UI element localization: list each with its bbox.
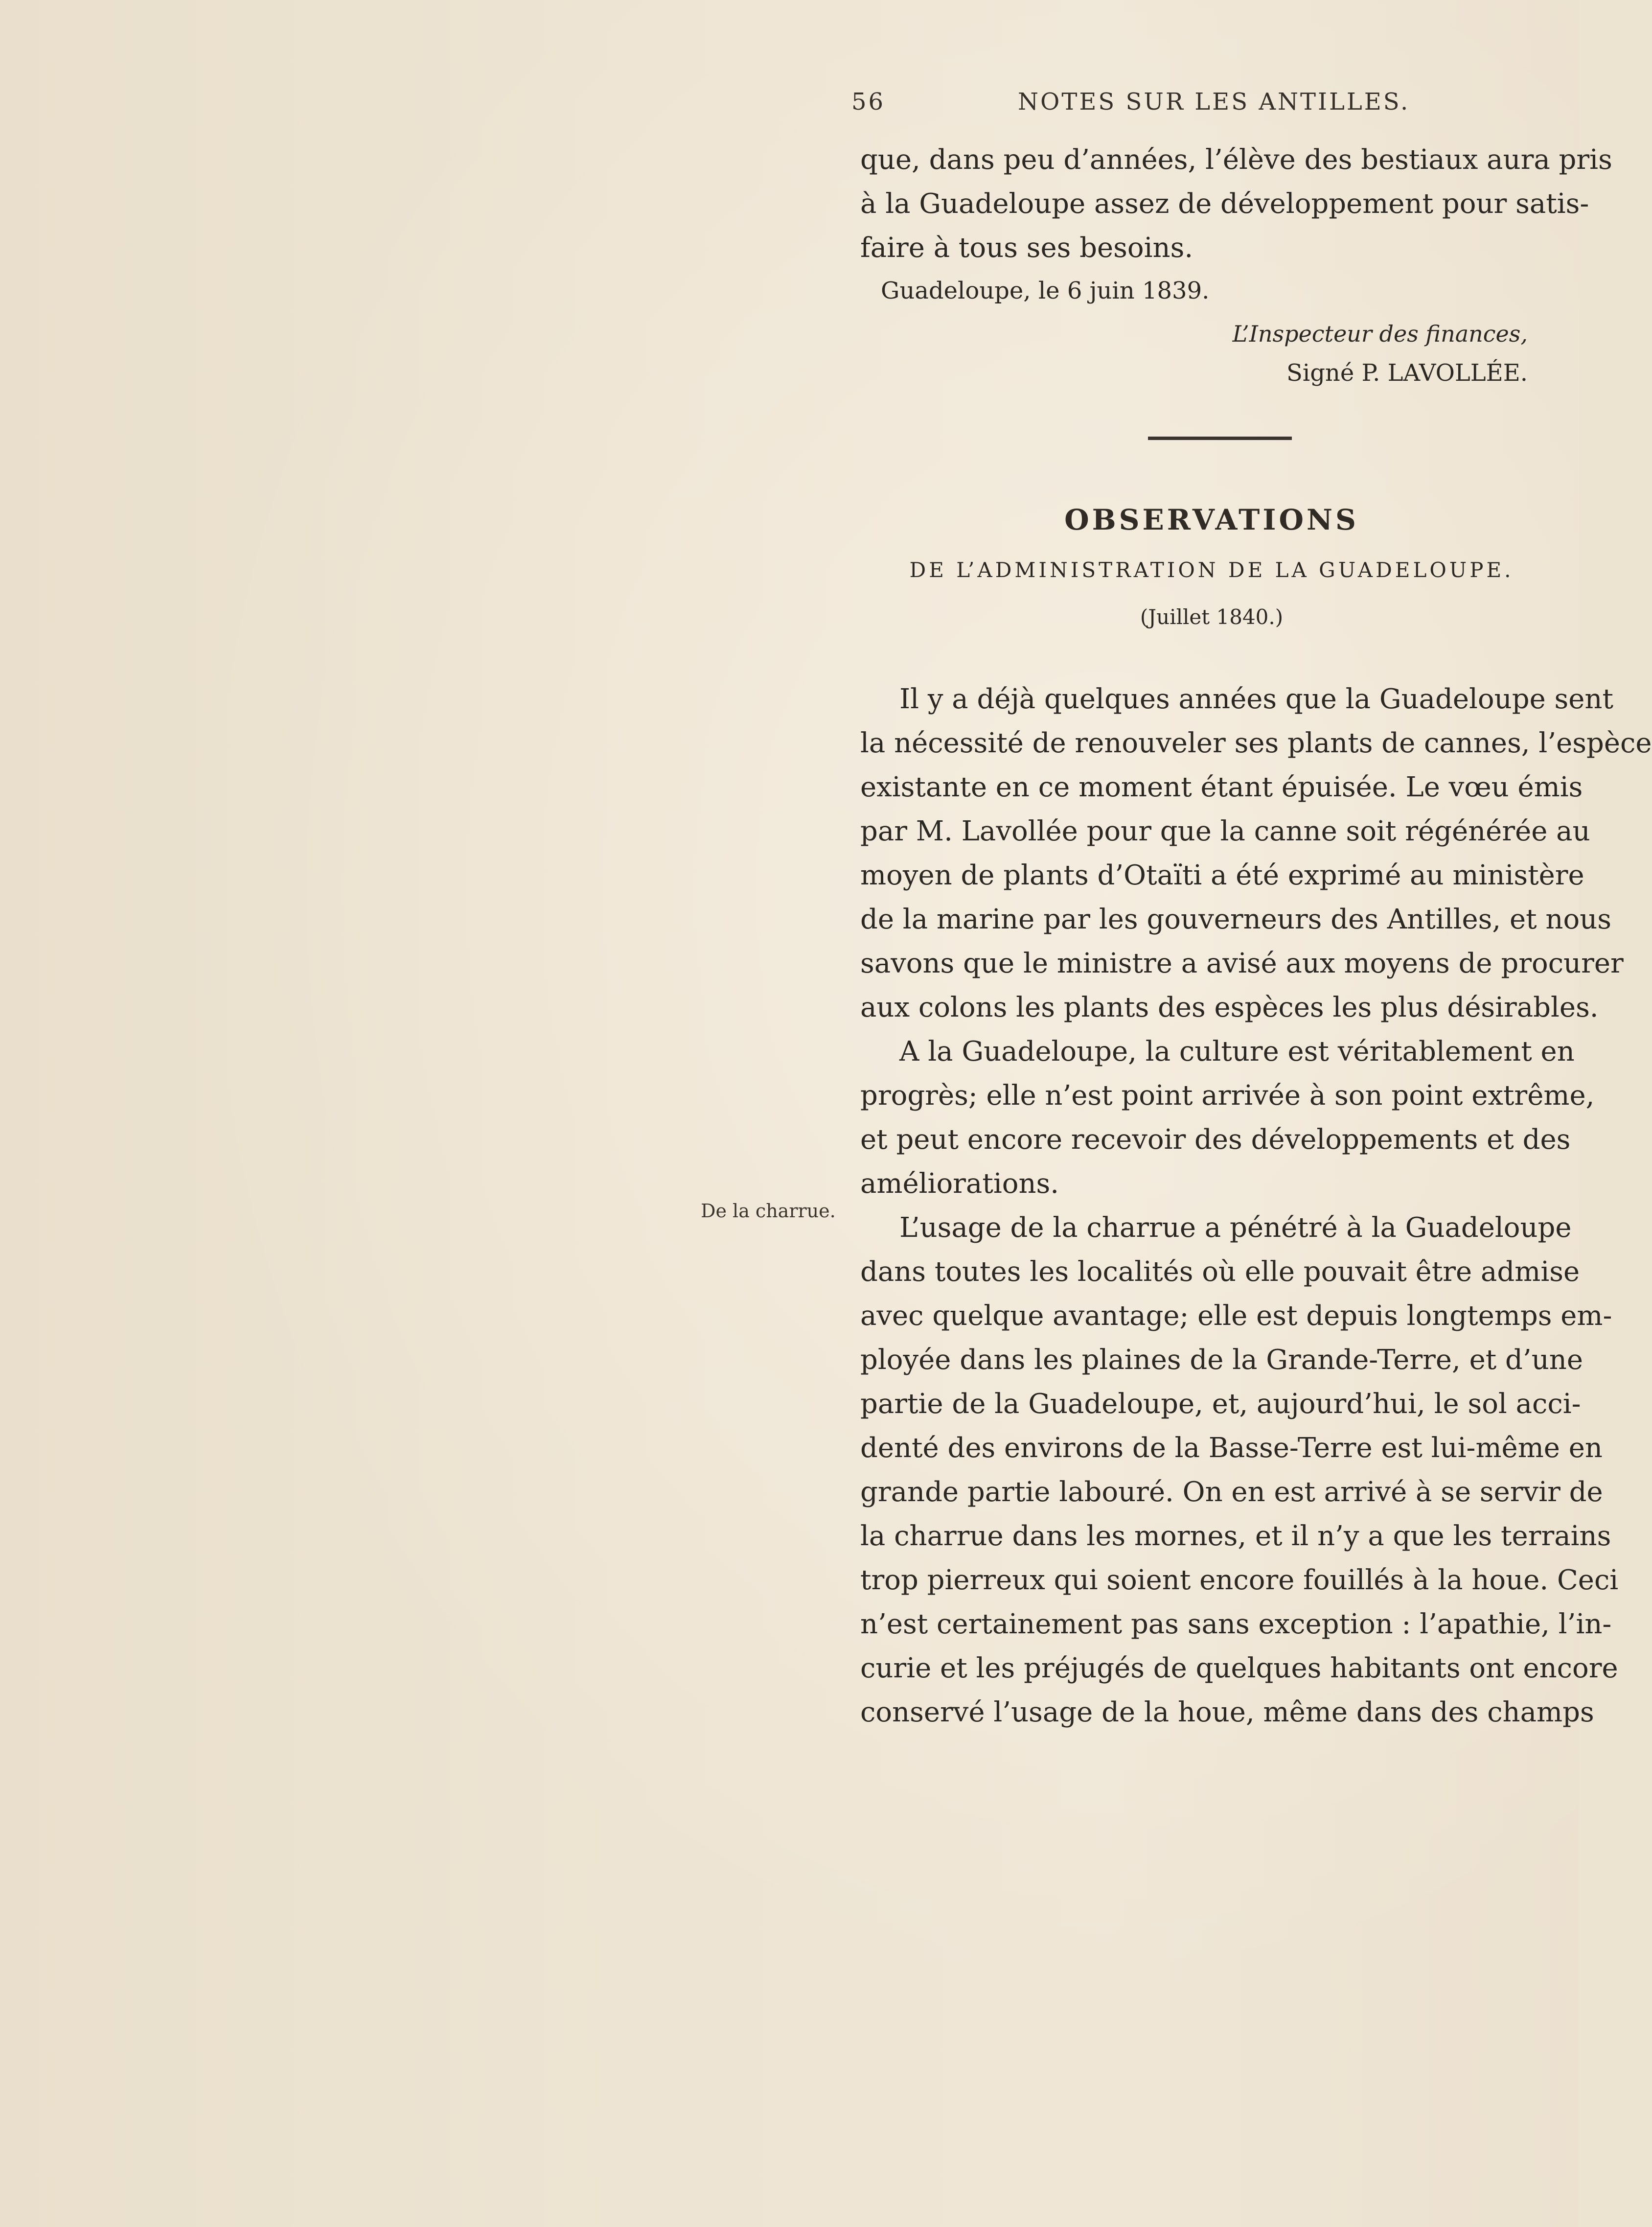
section-divider-rule (1148, 437, 1292, 440)
text-line: denté des environs de la Basse-Terre est lui-même en (860, 1432, 1603, 1464)
text-line: la nécessité de renouveler ses plants de cannes, l’espèce (860, 727, 1652, 759)
text-line: par M. Lavollée pour que la canne soit régénérée au (860, 815, 1590, 847)
text-line: curie et les préjugés de quelques habitants ont encore (860, 1652, 1618, 1684)
text-line: ployée dans les plaines de la Grande-Terre, et d’une (860, 1344, 1583, 1376)
text-line: moyen de plants d’Otaïti a été exprimé au ministère (860, 859, 1584, 891)
text-line: partie de la Guadeloupe, et, aujourd’hui, le sol acci- (860, 1388, 1581, 1420)
text-line: existante en ce moment étant épuisée. Le vœu émis (860, 771, 1583, 803)
text-line: dans toutes les localités où elle pouvait être admise (860, 1256, 1580, 1288)
text-line: savons que le ministre a avisé aux moyens de procurer (860, 948, 1624, 979)
paragraph-main (860, 677, 1652, 1735)
text-line: L’usage de la charrue a pénétré à la Guadeloupe (899, 1212, 1572, 1244)
text-line: de la marine par les gouverneurs des Antilles, et nous (860, 904, 1611, 935)
margin-note: De la charrue. (701, 1200, 836, 1222)
text-line: faire à tous ses besoins. (860, 232, 1193, 264)
text-line: améliorations. (860, 1168, 1059, 1200)
text-line: Il y a déjà quelques années que la Guadeloupe sent (899, 683, 1613, 715)
text-line: à la Guadeloupe assez de développement pour satis- (860, 188, 1589, 220)
section-title: OBSERVATIONS (1064, 503, 1359, 536)
text-line: conservé l’usage de la houe, même dans des champs (860, 1696, 1594, 1728)
section-subtitle: DE L’ADMINISTRATION DE LA GUADELOUPE. (909, 558, 1514, 582)
signature-name: Signé P. LAVOLLÉE. (1286, 359, 1528, 387)
text-line: A la Guadeloupe, la culture est véritablement en (899, 1036, 1575, 1067)
running-title: NOTES SUR LES ANTILLES. (1018, 88, 1410, 116)
text-line: grande partie labouré. On en est arrivé à se servir de (860, 1476, 1603, 1508)
text-line: aux colons les plants des espèces les plus désirables. (860, 992, 1599, 1023)
text-line: avec quelque avantage; elle est depuis longtemps em- (860, 1300, 1612, 1332)
running-head (851, 88, 1419, 122)
text-line: la charrue dans les mornes, et il n’y a que les terrains (860, 1520, 1611, 1552)
page-number: 56 (851, 88, 886, 116)
section-date: (Juillet 1840.) (1140, 605, 1284, 629)
signature-title: L’Inspecteur des finances, (1232, 321, 1528, 347)
text-line: n’est certainement pas sans exception : l’apathie, l’in- (860, 1608, 1612, 1640)
paragraph-top (860, 138, 1612, 270)
text-line: et peut encore recevoir des développements et des (860, 1124, 1571, 1156)
text-line: progrès; elle n’est point arrivée à son point extrême, (860, 1080, 1595, 1112)
text-line: que, dans peu d’années, l’élève des bestiaux aura pris (860, 144, 1612, 176)
text-line: trop pierreux qui soient encore fouillés à la houe. Ceci (860, 1564, 1619, 1596)
dateline: Guadeloupe, le 6 juin 1839. (881, 277, 1210, 304)
